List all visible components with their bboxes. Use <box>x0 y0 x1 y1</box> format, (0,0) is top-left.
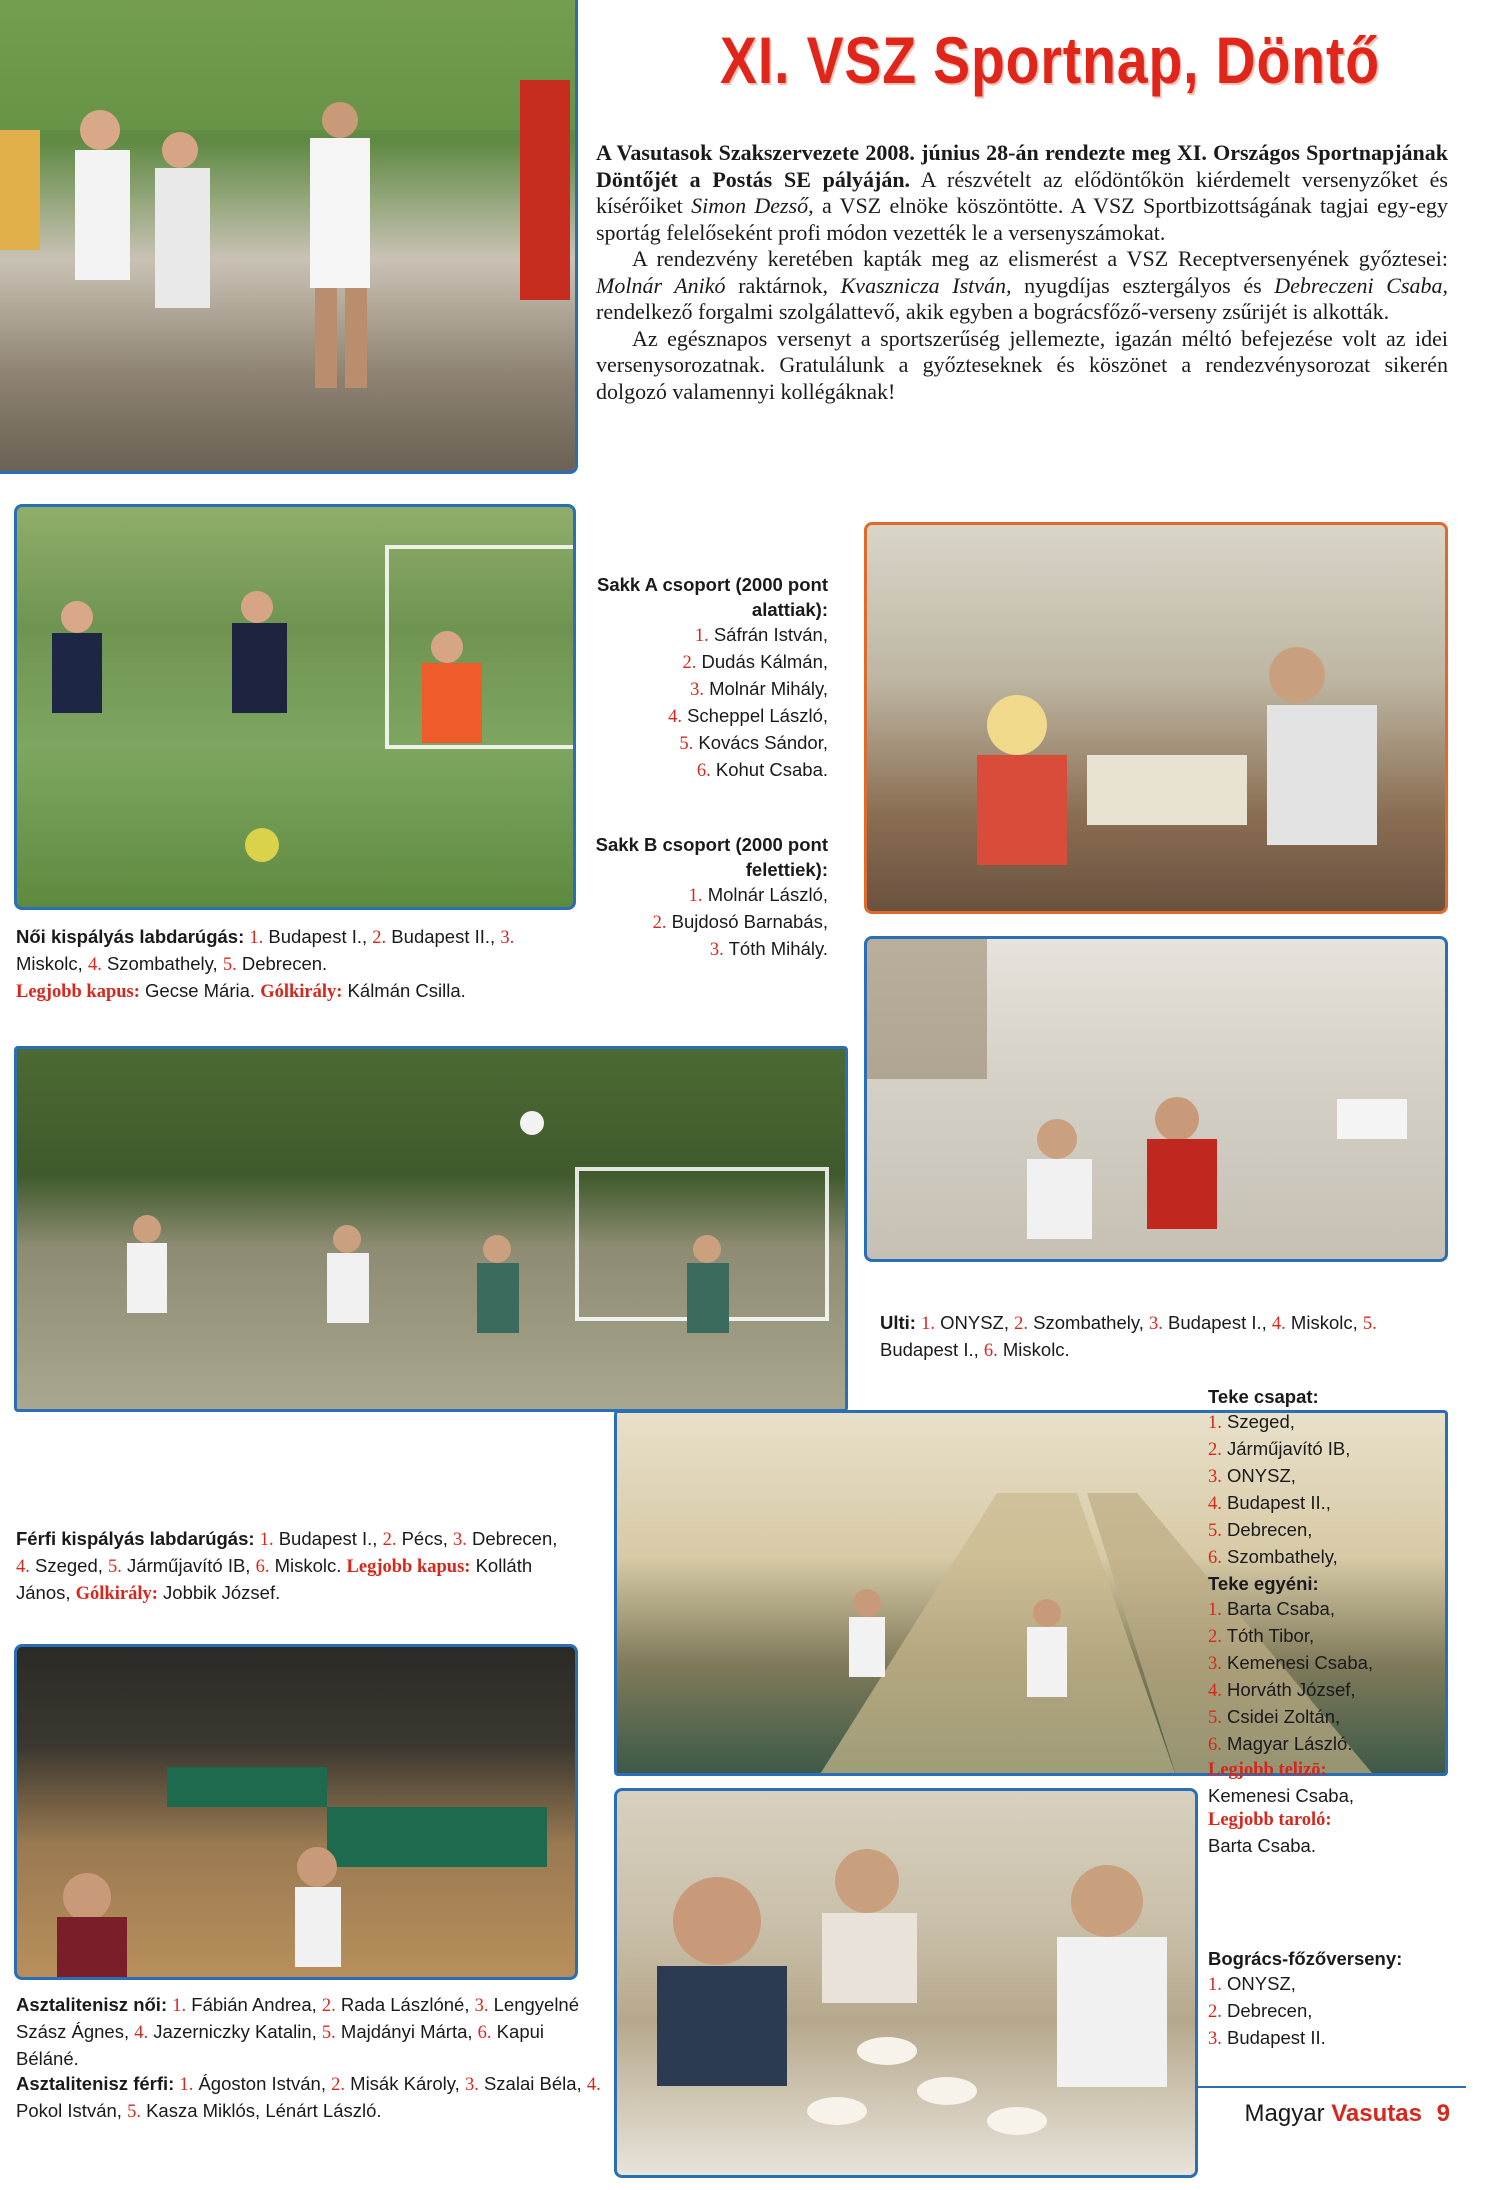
list-item: 5. Kovács Sándor, <box>679 732 828 754</box>
list-item: 6. Kohut Csaba. <box>696 759 828 781</box>
page-footer <box>1245 2100 1450 2128</box>
list-item: 3. Tóth Mihály. <box>709 938 828 960</box>
teke-csapat-list <box>1208 1409 1458 1571</box>
caption-noi-foci: Női kispályás labdarúgás: 1. Budapest I., 2. Budapest II., 3. Miskolc, 4. Szombathely, 5. Debrecen. Legjobb kapus: Gecse Mária. Gólkirály: Kálmán Csilla. <box>16 926 515 1002</box>
caption-ulti: Ulti: 1. ONYSZ, 2. Szombathely, 3. Budapest I., 4. Miskolc, 5. Budapest I., 6. Miskolc. <box>880 1312 1377 1361</box>
photo-men-football <box>14 1046 848 1412</box>
list-item: 3. ONYSZ, <box>1208 1465 1296 1487</box>
caption-sakk-b: Sakk B csoport (2000 pont felettiek): 1. Molnár László, 2. Bujdosó Barnabás, 3. Tóth Mihály. <box>590 832 828 963</box>
list-item: 2. Tóth Tibor, <box>1208 1625 1315 1647</box>
list-item: 4. Budapest II., <box>1208 1492 1331 1514</box>
list-item: 5. Csidei Zoltán, <box>1208 1706 1341 1728</box>
intro-paragraph-2: A rendezvény keretében kapták meg az elismerést a VSZ Receptversenyének győztesei: Molnár Anikó raktárnok, Kvasznicza István, nyugdíjas esztergályos és Debreczeni Csaba, rendelkező forgalmi szolgálattevő, akik egyben a bográcsfőző-verseny zsűrijét is alkották. <box>596 246 1449 324</box>
list-item: 3. Kemenesi Csaba, <box>1208 1652 1374 1674</box>
photo-card-hall <box>864 936 1448 1262</box>
list-item: 2. Bujdosó Barnabás, <box>652 911 828 933</box>
photo-chess-players <box>864 522 1448 914</box>
article-intro <box>596 140 1448 405</box>
article-title: XI. VSZ Sportnap, Döntő <box>720 23 1380 97</box>
intro-paragraph-1: A Vasutasok Szakszervezete 2008. június 28-án rendezte meg XI. Országos Sportnapjának Döntőjét a Postás SE pályáján. A részvételt az elődöntőkön kiérdemelt versenyzőket és kísérőiket Simon Dezső, a VSZ elnöke köszöntötte. A VSZ Sportbizottságának tagjai egy-egy sportág felelőseként profi módon vezették le a versenyszámokat. <box>596 140 1448 245</box>
list-item: 1. Sáfrán István, <box>694 624 828 646</box>
list-item: 3. Budapest II. <box>1208 2027 1326 2049</box>
footer-rule <box>1196 2086 1466 2088</box>
list-item: 1. Barta Csaba, <box>1208 1598 1335 1620</box>
caption-teke: Teke csapat: 1. Szeged, 2. Járműjavító IB, 3. ONYSZ, 4. Budapest II., 5. Debrecen, 6. Szombathely, Teke egyéni: 1. Barta Csaba, 2. Tóth Tibor, 3. Kemenesi Csaba, 4. Horváth József, 5. Csidei Zoltán, 6. Magyar László. Legjobb telizō: Kemenesi Csaba, Legjobb taroló: Barta Csaba. <box>1208 1384 1458 1858</box>
caption-sakk-a: Sakk A csoport (2000 pont alattiak): 1. Sáfrán István, 2. Dudás Kálmán, 3. Molnár Mihály, 4. Scheppel László, 5. Kovács Sándor, 6. Kohut Csaba. <box>590 572 828 784</box>
teke-telizo-label: Legjobb telizō: <box>1208 1760 1327 1780</box>
list-item: 2. Járműjavító IB, <box>1208 1438 1351 1460</box>
photo-goulash-table <box>614 1788 1198 2178</box>
caption-ferfi-foci: Férfi kispályás labdarúgás: 1. Budapest I., 2. Pécs, 3. Debrecen, 4. Szeged, 5. Járműjavító IB, 6. Miskolc. Legjobb kapus: Kolláth János, Gólkirály: Jobbik József. <box>16 1528 558 1604</box>
list-item: 3. Molnár Mihály, <box>690 678 828 700</box>
intro-paragraph-3: Az egésznapos versenyt a sportszerűség jellemezte, igazán méltó befejezése volt az idei versenysorozatnak. Gratulálunk a győzteseknek és köszönet a rendezvénysorozat sikerén dolgozó valamennyi kollégáknak! <box>596 325 1448 404</box>
list-item: 4. Horváth József, <box>1208 1679 1356 1701</box>
list-item: 1. Szeged, <box>1208 1411 1295 1433</box>
teke-tarolo-value: Barta Csaba. <box>1208 1835 1316 1856</box>
magazine-name-a: Magyar <box>1244 2100 1325 2127</box>
list-item: 6. Magyar László. <box>1208 1733 1353 1755</box>
photo-crowd-walking <box>0 0 578 474</box>
list-item: 6. Szombathely, <box>1208 1546 1338 1568</box>
list-item: 4. Scheppel László, <box>668 705 828 727</box>
page-number: 9 <box>1436 2100 1450 2127</box>
magazine-name-b: Vasutas <box>1331 2100 1422 2127</box>
photo-women-football <box>14 504 576 910</box>
teke-telizo-value: Kemenesi Csaba, <box>1208 1785 1355 1806</box>
teke-egyeni-list <box>1208 1596 1458 1758</box>
list-item: 1. Molnár László, <box>688 884 828 906</box>
bogracs-list <box>1208 1971 1458 2052</box>
crowd-figures <box>0 0 578 474</box>
teke-tarolo-label: Legjobb taroló: <box>1208 1810 1332 1830</box>
caption-asztalitenisz: Asztalitenisz női: 1. Fábián Andrea, 2. Rada Lászlóné, 3. Lengyelné Szász Ágnes, 4. Jazerniczky Katalin, 5. Majdányi Márta, 6. Kapui Béláné. Asztalitenisz férfi: 1. Ágoston István, 2. Misák Károly, 3. Szalai Béla, 4. Pokol István, 5. Kasza Miklós, Lénárt László. <box>16 1994 601 2122</box>
list-item: 2. Debrecen, <box>1208 2000 1313 2022</box>
list-item: 1. ONYSZ, <box>1208 1973 1296 1995</box>
caption-bogracs: Bogrács-főzőverseny: 1. ONYSZ, 2. Debrecen, 3. Budapest II. <box>1208 1946 1458 2052</box>
list-item: 2. Dudás Kálmán, <box>682 651 828 673</box>
sakk-a-list <box>590 622 828 784</box>
list-item: 5. Debrecen, <box>1208 1519 1313 1541</box>
sakk-b-list <box>590 882 828 963</box>
photo-table-tennis <box>14 1644 578 1980</box>
